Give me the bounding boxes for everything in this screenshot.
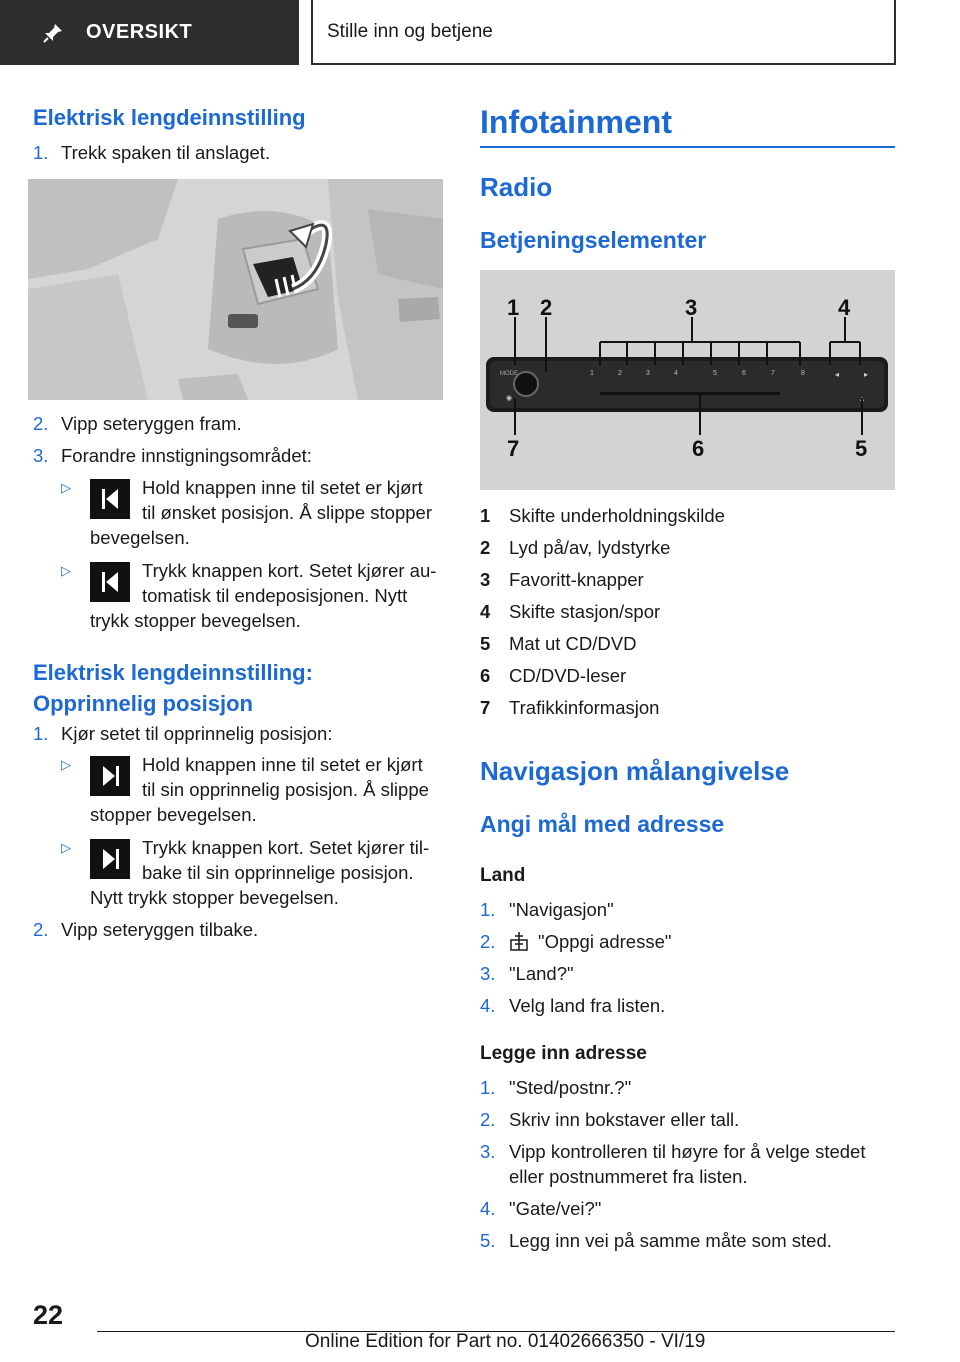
list-item: 2. Skriv inn bokstaver eller tall. xyxy=(480,1109,740,1130)
svg-text:◂: ◂ xyxy=(835,370,840,379)
list-item: ▷ Trykk knappen kort. Setet kjører au- tomatisk til endeposisjonen. Nytt trykk stopper bevegelsen. xyxy=(61,560,437,631)
callout-4: 4 xyxy=(838,295,851,320)
chapter-title: Stille inn og betjene xyxy=(327,20,493,42)
section-title-original-position: Elektrisk lengdeinnstilling: Opprinnelig posisjon xyxy=(33,660,313,716)
list-item: 4. Velg land fra listen. xyxy=(480,995,666,1016)
legend-item: 1 Skifte underholdningskilde xyxy=(480,505,725,526)
seat-forward-button-icon xyxy=(90,756,130,796)
list-item: ▷ Hold knappen inne til setet er kjørt til ønsket posisjon. Å slippe stopper bevegelsen. xyxy=(61,477,432,548)
triangle-bullet-icon: ▷ xyxy=(61,563,71,578)
controls-heading: Betjeningselementer xyxy=(480,227,707,253)
legend-item: 2 Lyd på/av, lydstyrke xyxy=(480,537,671,558)
list-item: 1. "Sted/postnr.?" xyxy=(480,1077,632,1098)
preset-label: 2 xyxy=(618,370,622,377)
seat-forward-button-icon xyxy=(90,839,130,879)
triangle-bullet-icon: ▷ xyxy=(61,480,71,495)
callout-5: 5 xyxy=(855,436,868,461)
legend-item: 4 Skifte stasjon/spor xyxy=(480,601,661,622)
list-item: 3. "Land?" xyxy=(480,963,574,984)
preset-label: 1 xyxy=(590,370,594,377)
triangle-bullet-icon: ▷ xyxy=(61,840,71,855)
legend-item: 5 Mat ut CD/DVD xyxy=(480,633,637,654)
list-item: 4. "Gate/vei?" xyxy=(480,1198,602,1219)
preset-label: 3 xyxy=(646,370,650,377)
list-item: ▷ Hold knappen inne til setet er kjørt til sin opprinnelig posisjon. Å slippe stopper bevegelsen. xyxy=(61,754,429,825)
list-item: 2. "Oppgi adresse" xyxy=(480,929,895,954)
land-label: Land xyxy=(480,865,526,886)
preset-label: 7 xyxy=(771,370,775,377)
list-item: ▷ Trykk knappen kort. Setet kjører til- bake til sin opprinnelige posisjon. Nytt trykk stopper bevegelsen. xyxy=(61,837,430,908)
preset-label: 4 xyxy=(674,370,678,377)
radio-panel-illustration xyxy=(480,270,895,490)
svg-text:▴: ▴ xyxy=(860,394,865,403)
preset-label: 6 xyxy=(742,370,746,377)
legend-item: 6 CD/DVD-leser xyxy=(480,665,627,686)
list-item: 2. Vipp seteryggen fram. xyxy=(33,413,242,434)
callout-7: 7 xyxy=(507,436,520,461)
address-input-label: Legge inn adresse xyxy=(480,1043,647,1064)
preset-label: 8 xyxy=(801,370,805,377)
list-item: 1. "Navigasjon" xyxy=(480,899,614,920)
triangle-bullet-icon: ▷ xyxy=(61,757,71,772)
preset-label: 5 xyxy=(713,370,717,377)
svg-text:◉: ◉ xyxy=(506,395,513,402)
navigation-heading: Navigasjon målangivelse xyxy=(480,756,790,786)
seat-back-button-icon xyxy=(90,562,130,602)
svg-text:▸: ▸ xyxy=(864,370,869,379)
legend-item: 3 Favoritt-knapper xyxy=(480,569,644,590)
edition-text: Online Edition for Part no. 01402666350 - VI/19 xyxy=(305,1331,706,1352)
infotainment-title: Infotainment xyxy=(480,104,672,140)
radio-heading: Radio xyxy=(480,172,553,202)
list-item: 1. Kjør setet til opprinnelig posisjon: xyxy=(33,723,333,744)
seat-back-button-icon xyxy=(90,479,130,519)
overview-tab[interactable] xyxy=(0,0,299,65)
legend-item: 7 Trafikkinformasjon xyxy=(480,697,660,718)
title-rule xyxy=(480,146,895,148)
overview-label: OVERSIKT xyxy=(86,21,193,43)
list-item: 1. Trekk spaken til anslaget. xyxy=(33,142,271,163)
address-heading: Angi mål med adresse xyxy=(480,811,725,837)
list-item: 5. Legg inn vei på samme måte som sted. xyxy=(480,1230,832,1251)
callout-2: 2 xyxy=(540,295,553,320)
section-title-electric-adjust: Elektrisk lengdeinnstilling xyxy=(33,105,306,130)
address-icon xyxy=(509,930,529,958)
callout-6: 6 xyxy=(692,436,705,461)
callout-1: 1 xyxy=(507,295,520,320)
pin-icon xyxy=(40,20,66,46)
callout-3: 3 xyxy=(685,295,698,320)
list-item: 2. Vipp seteryggen tilbake. xyxy=(33,919,259,940)
list-item: 3. Forandre innstigningsområdet: xyxy=(33,445,312,466)
chapter-tab[interactable] xyxy=(311,0,896,65)
mode-label: MODE xyxy=(500,371,518,377)
page-number: 22 xyxy=(33,1300,64,1330)
list-item: 3. Vipp kontrolleren til høyre for å velge stedet eller postnummeret fra listen. xyxy=(480,1141,866,1187)
seat-lever-illustration xyxy=(28,179,443,400)
